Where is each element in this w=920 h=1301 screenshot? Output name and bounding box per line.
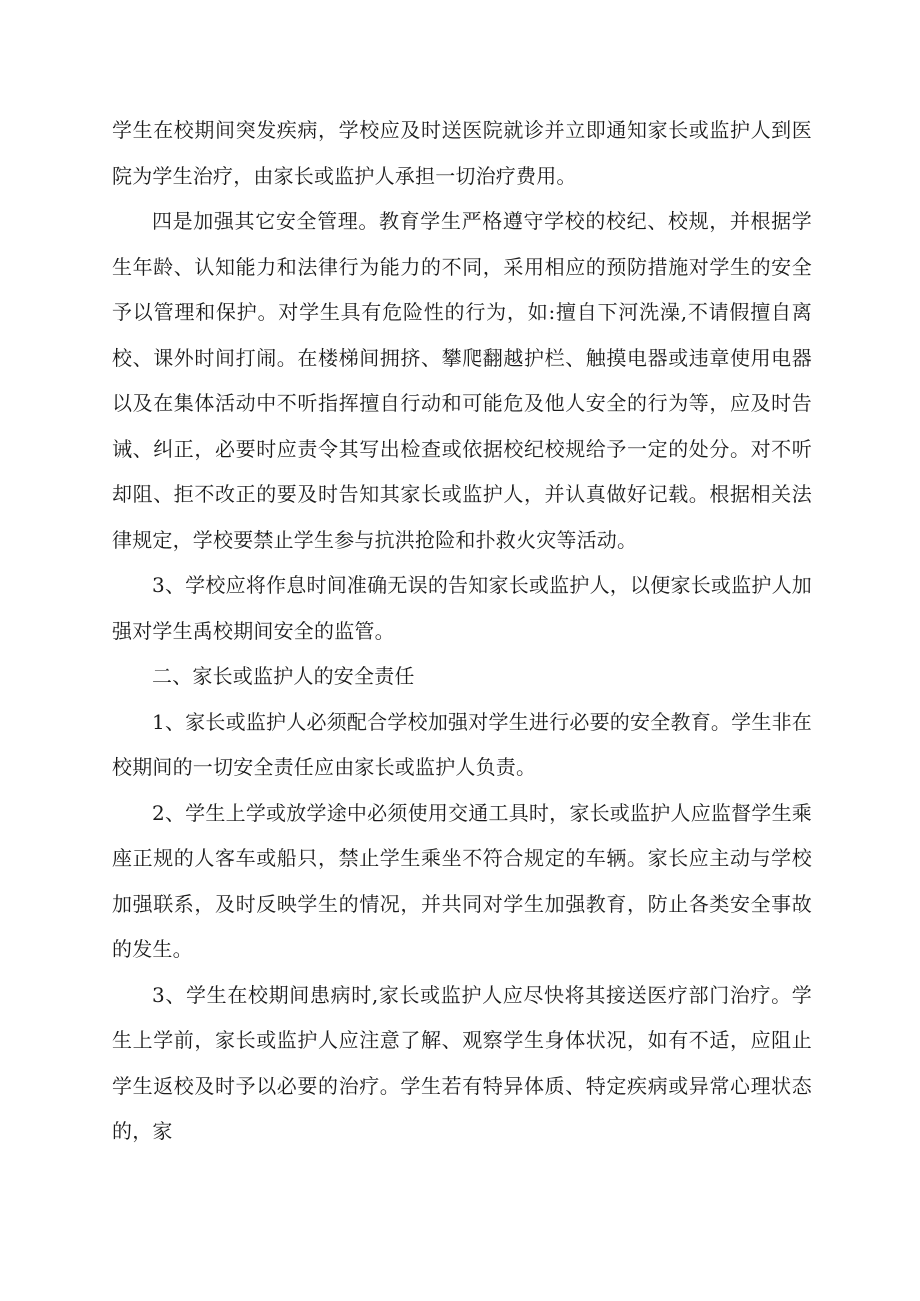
paragraph-parent-item-3: 3、学生在校期间患病时,家长或监护人应尽快将其接送医疗部门治疗。学生上学前，家长或监护人应注意了解、观察学生身体状况，如有不适，应阻止学生返校及时予以必要的治疗。学生若有特异体质、特定疾病或异常心理状态的，家 (112, 982, 812, 1143)
section-heading-parent-responsibility: 二、家长或监护人的安全责任 (152, 664, 415, 688)
paragraph-other-safety-management: 四是加强其它安全管理。教育学生严格遵守学校的校纪、校规，并根据学生年龄、认知能力和法律行为能力的不同，采用相应的预防措施对学生的安全予以管理和保护。对学生具有危险性的行为，如:擅自下河洗澡,不请假擅自离校、课外时间打闹。在楼梯间拥挤、攀爬翻越护栏、触摸电器或违章使用电器以及在集体活动中不听指挥擅自行动和可能危及他人安全的行为等，应及时告诫、纠正，必要时应责令其写出检查或依据校纪校规给予一定的处分。对不听却阻、拒不改正的要及时告知其家长或监护人，并认真做好记载。根据相关法律规定，学校要禁止学生参与抗洪抢险和扑救火灾等活动。 (112, 209, 812, 552)
paragraph-parent-item-2: 2、学生上学或放学途中必须使用交通工具时，家长或监护人应监督学生乘座正规的人客车或船只，禁止学生乘坐不符合规定的车辆。家长应主动与学校加强联系，及时反映学生的情况，并共同对学生加强教育，防止各类安全事故的发生。 (112, 800, 812, 961)
paragraph-continuation: 学生在校期间突发疾病，学校应及时送医院就诊并立即通知家长或监护人到医院为学生治疗，由家长或监护人承担一切治疗费用。 (112, 118, 812, 188)
paragraph-parent-item-1: 1、家长或监护人必须配合学校加强对学生进行必要的安全教育。学生非在校期间的一切安全责任应由家长或监护人负责。 (112, 709, 812, 779)
paragraph-schedule-notice: 3、学校应将作息时间准确无误的告知家长或监护人，以便家长或监护人加强对学生禹校期间安全的监管。 (112, 573, 812, 643)
document-body (112, 108, 812, 1155)
